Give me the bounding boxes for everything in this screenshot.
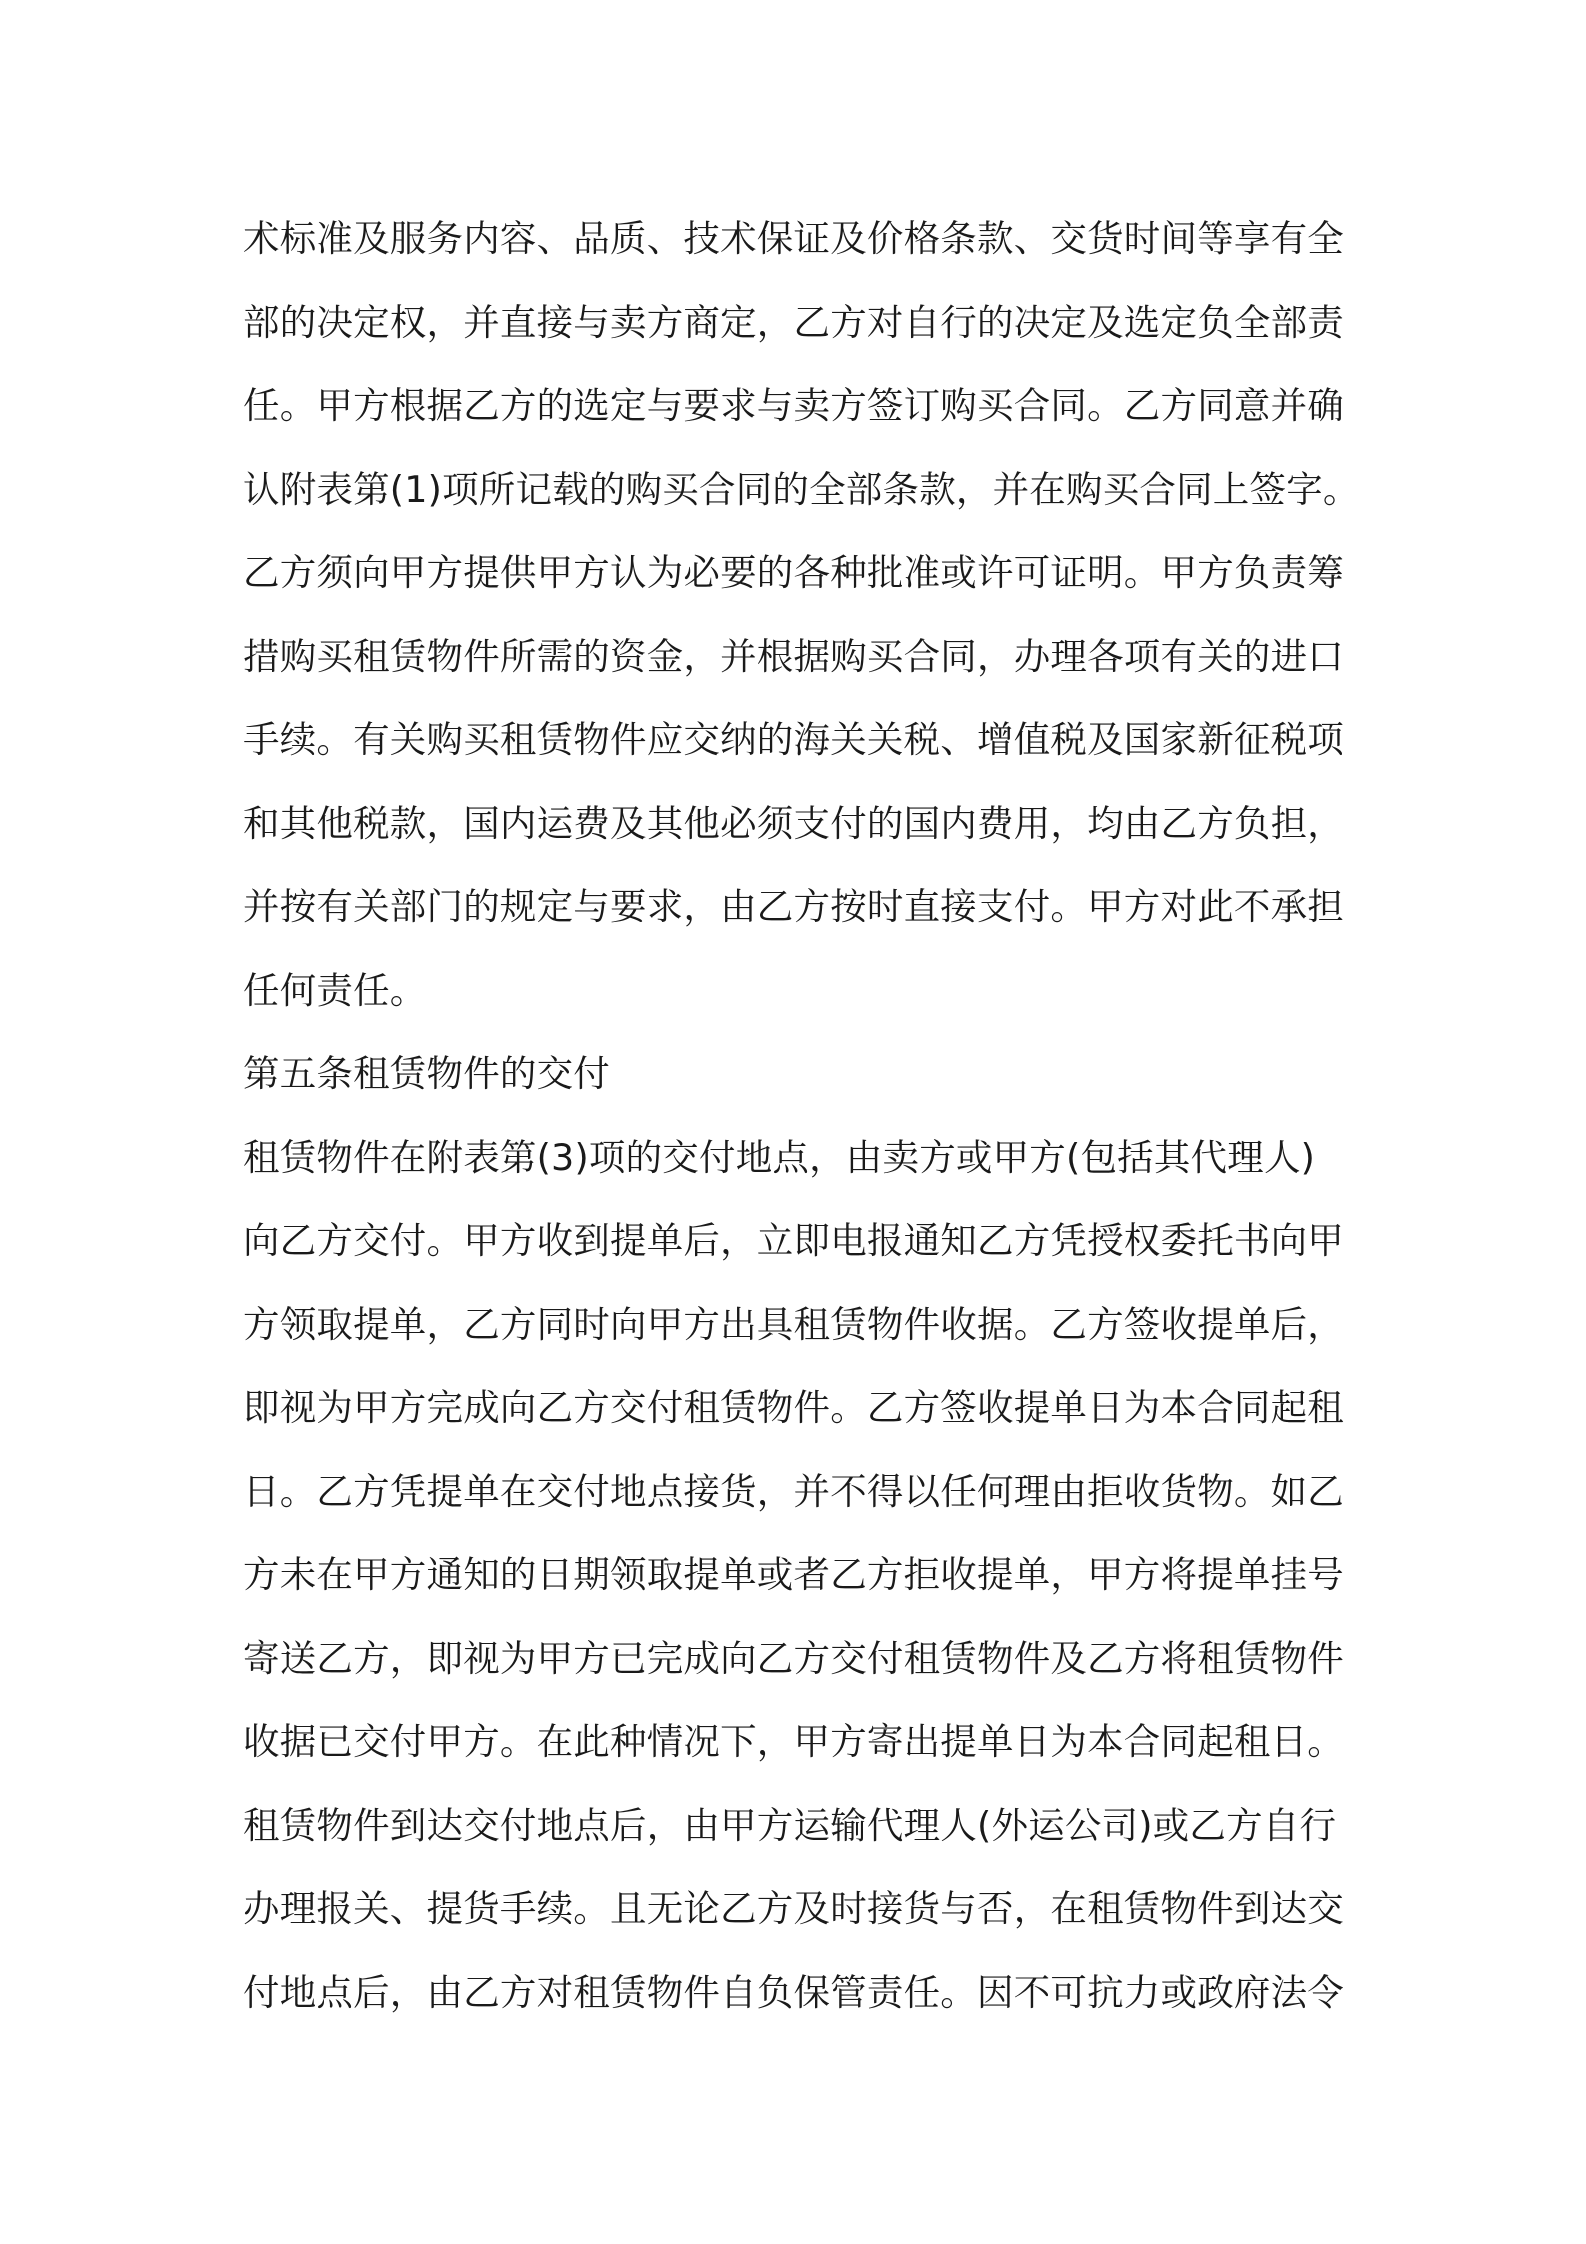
text-line: 手续。有关购买租赁物件应交纳的海关关税、增值税及国家新征税项 — [243, 718, 1344, 761]
text-line: 付地点后，由乙方对租赁物件自负保管责任。因不可抗力或政府法令 — [243, 1970, 1344, 2014]
text-line: 租赁物件到达交付地点后，由甲方运输代理人(外运公司)或乙方自行 — [243, 1803, 1337, 1847]
text-line: 收据已交付甲方。在此种情况下，甲方寄出提单日为本合同起租日。 — [243, 1720, 1344, 1763]
text-line: 向乙方交付。甲方收到提单后，立即电报通知乙方凭授权委托书向甲 — [243, 1219, 1344, 1262]
text-line: 办理报关、提货手续。且无论乙方及时接货与否，在租赁物件到达交 — [243, 1887, 1344, 1930]
text-line: 即视为甲方完成向乙方交付租赁物件。乙方签收提单日为本合同起租 — [243, 1386, 1344, 1429]
text-line: 认附表第(1)项所记载的购买合同的全部条款，并在购买合同上签字。 — [243, 467, 1360, 511]
text-line: 任。甲方根据乙方的选定与要求与卖方签订购买合同。乙方同意并确 — [243, 384, 1344, 427]
text-line: 寄送乙方，即视为甲方已完成向乙方交付租赁物件及乙方将租赁物件 — [243, 1636, 1344, 1680]
text-line: 措购买租赁物件所需的资金，并根据购买合同，办理各项有关的进口 — [243, 634, 1344, 678]
text-line: 租赁物件在附表第(3)项的交付地点，由卖方或甲方(包括其代理人) — [243, 1135, 1316, 1179]
body-text — [243, 197, 1363, 2034]
text-line: 术标准及服务内容、品质、技术保证及价格条款、交货时间等享有全 — [243, 217, 1344, 260]
text-line: 方领取提单，乙方同时向甲方出具租赁物件收据。乙方签收提单后， — [243, 1302, 1344, 1346]
text-line: 和其他税款，国内运费及其他必须支付的国内费用，均由乙方负担， — [243, 801, 1344, 845]
text-line: 部的决定权，并直接与卖方商定，乙方对自行的决定及选定负全部责 — [243, 300, 1344, 344]
text-line: 乙方须向甲方提供甲方认为必要的各种批准或许可证明。甲方负责筹 — [243, 551, 1344, 594]
text-line: 日。乙方凭提单在交付地点接货，并不得以任何理由拒收货物。如乙 — [243, 1469, 1344, 1513]
section-heading: 第五条租赁物件的交付 — [243, 1052, 610, 1095]
text-line: 任何责任。 — [243, 968, 427, 1012]
text-line: 并按有关部门的规定与要求，由乙方按时直接支付。甲方对此不承担 — [243, 885, 1344, 928]
text-line: 方未在甲方通知的日期领取提单或者乙方拒收提单，甲方将提单挂号 — [243, 1553, 1344, 1596]
